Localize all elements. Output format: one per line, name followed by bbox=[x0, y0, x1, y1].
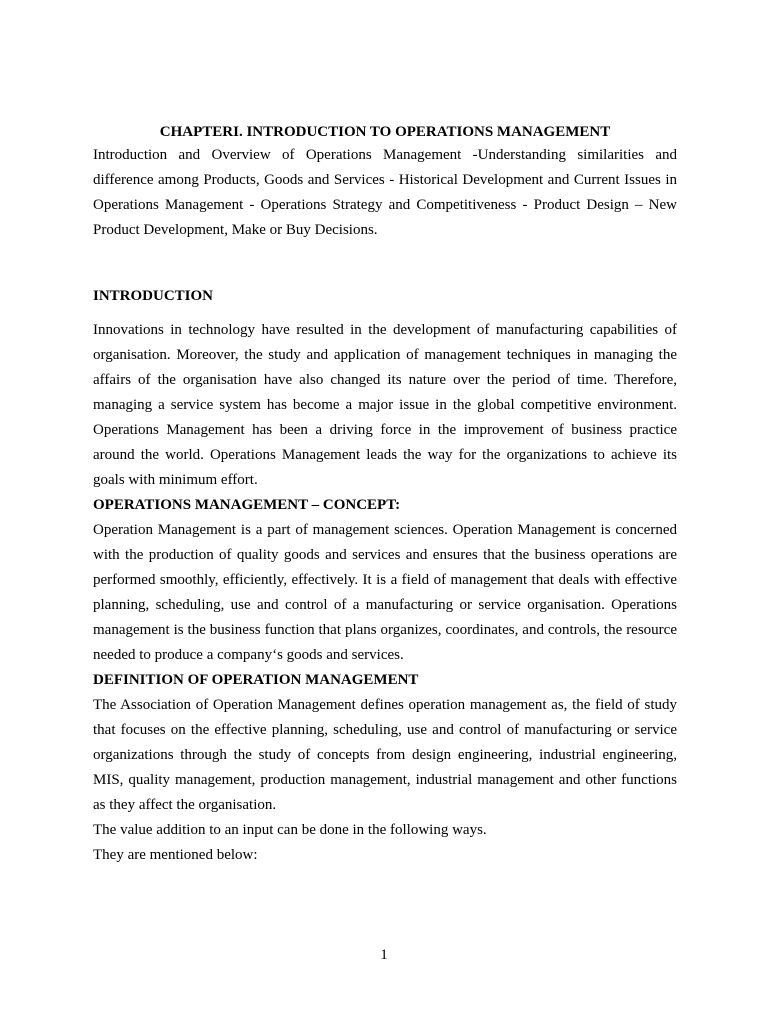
value-addition-line: The value addition to an input can be done in the following ways. bbox=[93, 822, 487, 838]
page-content bbox=[93, 121, 677, 868]
concept-heading: OPERATIONS MANAGEMENT – CONCEPT: bbox=[93, 497, 401, 513]
definition-paragraph: The Association of Operation Management defines operation management as, the field of study that focuses on the effective planning, scheduling, use and control of manufacturing or service organizations through the study of concepts from design engineering, industrial engineering, MIS, quality management, production management, industrial management and other functions as they affect the organisation. bbox=[93, 697, 677, 813]
page-number: 1 bbox=[380, 947, 388, 963]
introduction-paragraph: Innovations in technology have resulted in the development of manufacturing capabilities of organisation. Moreover, the study and application of management techniques in managing the affairs of the organisation have also changed its nature over the period of time. Therefore, managing a service system has become a major issue in the global competitive environment. Operations Management has been a driving force in the improvement of business practice around the world. Operations Management leads the way for the organizations to achieve its goals with minimum effort. bbox=[93, 322, 677, 488]
chapter-syllabus: Introduction and Overview of Operations Management -Understanding similarities and difference among Products, Goods and Services - Historical Development and Current Issues in Operations Management - Operations Strategy and Competitiveness - Product Design – New Product Development, Make or Buy Decisions. bbox=[93, 147, 677, 238]
introduction-heading: INTRODUCTION bbox=[93, 288, 214, 304]
chapter-title: CHAPTERI. INTRODUCTION TO OPERATIONS MANAGEMENT bbox=[159, 124, 611, 140]
mentioned-below-line: They are mentioned below: bbox=[93, 847, 258, 863]
concept-paragraph: Operation Management is a part of management sciences. Operation Management is concerned with the production of quality goods and services and ensures that the business operations are performed smoothly, efficiently, effectively. It is a field of management that deals with effective planning, scheduling, use and control of a manufacturing or service organisation. Operations management is the business function that plans organizes, coordinates, and controls, the resource needed to produce a company‘s goods and services. bbox=[93, 522, 677, 663]
definition-heading: DEFINITION OF OPERATION MANAGEMENT bbox=[93, 672, 419, 688]
